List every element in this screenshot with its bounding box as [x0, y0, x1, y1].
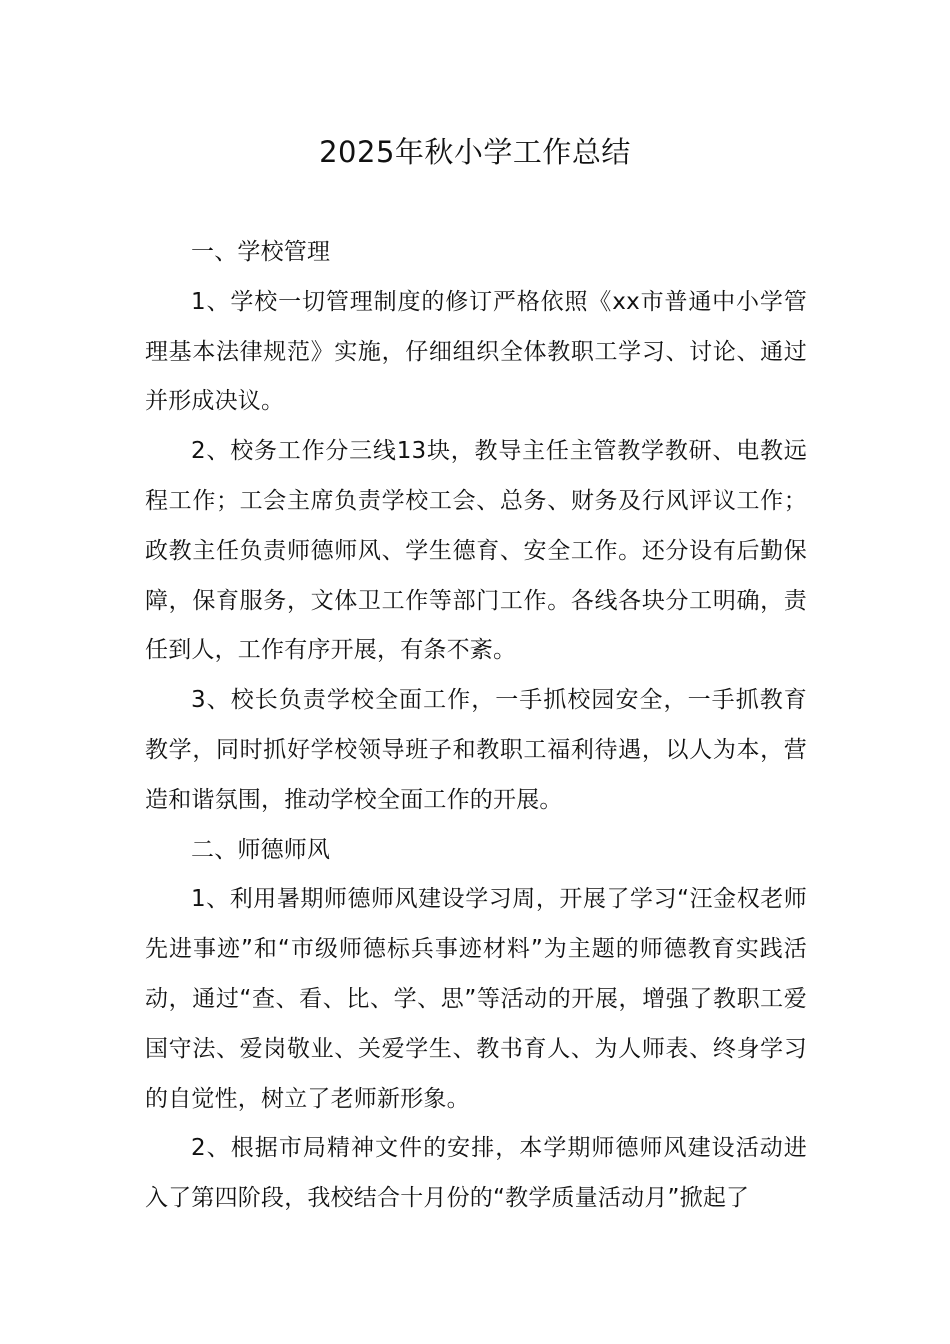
paragraph: 2、根据市局精神文件的安排，本学期师德师风建设活动进入了第四阶段，我校结合十月份的“教学质量活动月”掀起了: [145, 1135, 807, 1212]
paragraph: 1、利用暑期师德师风建设学习周，开展了学习“汪金权老师先进事迹”和“市级师德标兵事迹材料”为主题的师德教育实践活动，通过“查、看、比、学、思”等活动的开展，增强了教职工爱国守法、爱岗敬业、关爱学生、教书育人、为人师表、终身学习的自觉性，树立了老师新形象。: [145, 886, 807, 1112]
paragraph: 3、校长负责学校全面工作，一手抓校园安全，一手抓教育教学，同时抓好学校领导班子和教职工福利待遇，以人为本，营造和谐氛围，推动学校全面工作的开展。: [145, 687, 807, 813]
document-title: 2025年秋小学工作总结: [319, 135, 631, 169]
section-heading-school-management: 一、学校管理: [191, 239, 331, 265]
paragraph: 1、学校一切管理制度的修订严格依照《xx市普通中小学管理基本法律规范》实施，仔细组织全体教职工学习、讨论、通过并形成决议。: [145, 288, 807, 415]
section-heading-teacher-ethics: 二、师德师风: [191, 836, 331, 863]
paragraph: 2、校务工作分三线13块，教导主任主管教学教研、电教远程工作；工会主席负责学校工会、总务、财务及行风评议工作；政教主任负责师德师风、学生德育、安全工作。还分设有后勤保障，保育服务，文体卫工作等部门工作。各线各块分工明确，责任到人，工作有序开展，有条不紊。: [145, 438, 807, 664]
document-body: [145, 228, 807, 1224]
